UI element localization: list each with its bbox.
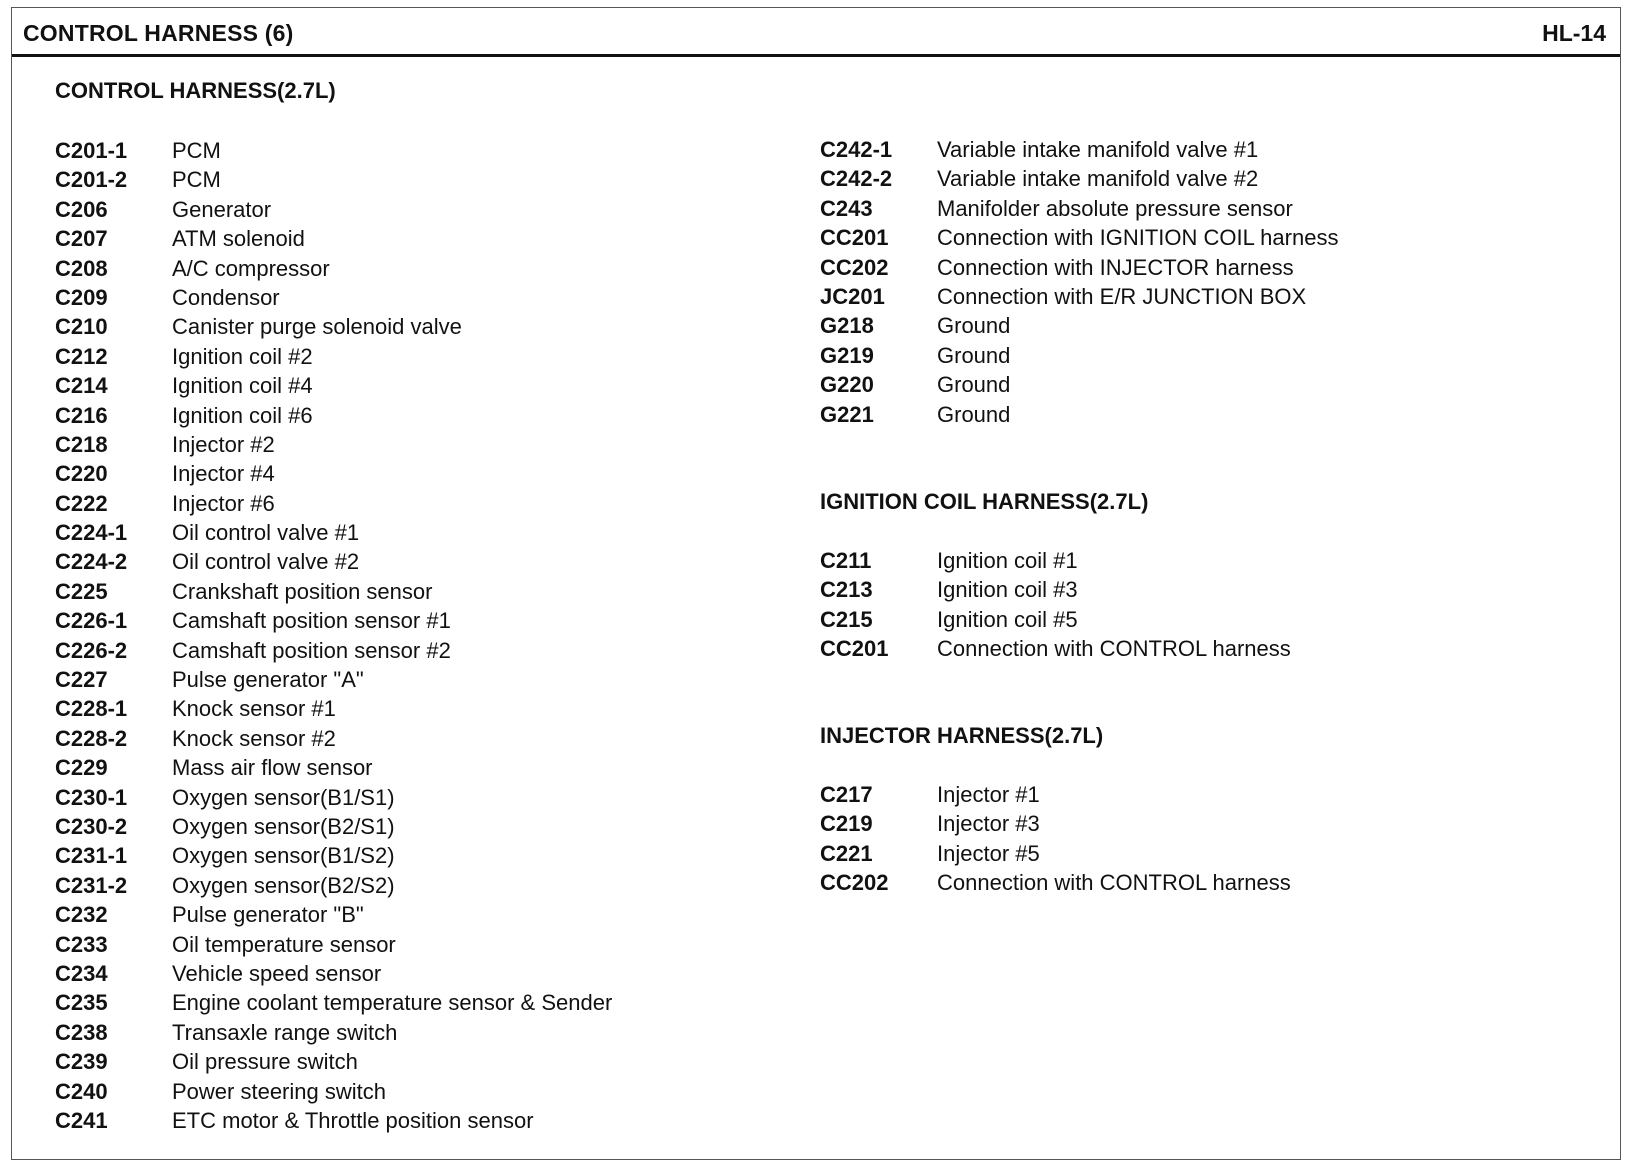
connector-description: Oil control valve #1: [172, 520, 360, 546]
connector-description: Oxygen sensor(B2/S2): [172, 872, 395, 898]
connector-row: [820, 164, 1338, 193]
connector-code: C231-1: [55, 843, 128, 869]
connector-row: [55, 283, 612, 312]
connector-row: [820, 634, 1291, 663]
connector-description: Oil temperature sensor: [172, 931, 396, 957]
page-header: [12, 8, 1620, 57]
connector-row: [55, 136, 612, 165]
connector-description: Ignition coil #6: [172, 402, 313, 428]
injector-harness-list: [820, 780, 1291, 898]
connector-code: C230-1: [55, 784, 128, 810]
connector-row: [55, 694, 612, 723]
connector-code: CC201: [820, 636, 889, 662]
connector-description: Oil control valve #2: [172, 549, 360, 575]
connector-description: Oil pressure switch: [172, 1049, 358, 1075]
connector-description: Manifolder absolute pressure sensor: [937, 195, 1293, 221]
connector-row: [55, 489, 612, 518]
connector-description: Ignition coil #3: [937, 577, 1078, 603]
connector-description: PCM: [172, 167, 221, 193]
connector-description: Connection with INJECTOR harness: [937, 254, 1294, 280]
connector-code: C212: [55, 343, 108, 369]
connector-row: [55, 342, 612, 371]
connector-code: C242-1: [820, 137, 893, 162]
connector-code: G221: [820, 401, 874, 427]
connector-code: C241: [55, 1107, 108, 1133]
connector-row: [55, 254, 612, 283]
connector-code: CC202: [820, 870, 889, 896]
connector-code: C220: [55, 461, 108, 487]
connector-description: Injector #2: [172, 431, 275, 457]
connector-description: Injector #3: [937, 811, 1040, 837]
connector-description: Oxygen sensor(B1/S1): [172, 784, 395, 810]
connector-description: Ground: [937, 401, 1011, 427]
connector-description: Generator: [172, 196, 272, 222]
connector-code: C234: [55, 960, 108, 986]
connector-row: [55, 812, 612, 841]
connector-description: Ground: [937, 342, 1011, 368]
connector-description: Pulse generator "B": [172, 902, 364, 928]
connector-code: C218: [55, 431, 108, 457]
connector-code: C224-1: [55, 520, 128, 546]
connector-description: Knock sensor #2: [172, 725, 336, 751]
injector-harness-title: INJECTOR HARNESS(2.7L): [820, 723, 1104, 748]
connector-row: [55, 606, 612, 635]
connector-row: [820, 341, 1338, 370]
connector-code: C226-2: [55, 637, 128, 663]
connector-code: C221: [820, 840, 873, 866]
connector-description: Ignition coil #5: [937, 606, 1078, 632]
connector-row: [820, 194, 1338, 223]
connector-description: Mass air flow sensor: [172, 755, 373, 781]
connector-code: C219: [820, 811, 873, 837]
connector-description: A/C compressor: [172, 255, 330, 281]
connector-row: [55, 841, 612, 870]
connector-description: Connection with E/R JUNCTION BOX: [937, 283, 1307, 309]
connector-code: C240: [55, 1078, 108, 1104]
connector-description: Connection with CONTROL harness: [937, 636, 1291, 662]
connector-code: C217: [820, 782, 873, 807]
connector-description: Ground: [937, 313, 1011, 339]
connector-description: Variable intake manifold valve #2: [937, 166, 1259, 192]
connector-row: [55, 930, 612, 959]
connector-description: ATM solenoid: [172, 226, 305, 252]
connector-code: JC201: [820, 283, 885, 309]
ignition-coil-harness-title: IGNITION COIL HARNESS(2.7L): [820, 489, 1149, 514]
connector-code: G220: [820, 372, 874, 398]
connector-description: Variable intake manifold valve #1: [937, 137, 1259, 162]
connector-row: [820, 575, 1291, 604]
connector-row: [820, 311, 1338, 340]
connector-code: C232: [55, 902, 108, 928]
connector-row: [55, 1077, 612, 1106]
connector-code: C228-2: [55, 725, 128, 751]
connector-code: C208: [55, 255, 108, 281]
connector-code: C233: [55, 931, 108, 957]
connector-row: [820, 282, 1338, 311]
connector-description: Condensor: [172, 284, 280, 310]
page-number: HL-14: [1542, 20, 1606, 46]
ignition-coil-harness-list: [820, 546, 1291, 664]
connector-code: C213: [820, 577, 873, 603]
connector-code: C222: [55, 490, 108, 516]
connector-code: C235: [55, 990, 108, 1016]
connector-row: [55, 871, 612, 900]
connector-code: C225: [55, 578, 108, 604]
connector-description: Injector #4: [172, 461, 275, 487]
connector-description: Connection with IGNITION COIL harness: [937, 225, 1339, 251]
connector-code: C224-2: [55, 549, 128, 575]
connector-description: Injector #1: [937, 782, 1040, 807]
connector-description: Oxygen sensor(B2/S1): [172, 813, 395, 839]
connector-code: C238: [55, 1019, 108, 1045]
connector-row: [55, 165, 612, 194]
connector-row: [820, 135, 1338, 164]
connector-description: Camshaft position sensor #2: [172, 637, 451, 663]
connector-row: [820, 370, 1338, 399]
connector-description: Ignition coil #1: [937, 548, 1078, 573]
connector-description: Oxygen sensor(B1/S2): [172, 843, 395, 869]
connector-row: [55, 195, 612, 224]
connector-row: [55, 1047, 612, 1076]
connector-code: C201-1: [55, 138, 128, 163]
control-harness-list-continued: [820, 135, 1338, 429]
connector-description: Connection with CONTROL harness: [937, 870, 1291, 896]
connector-description: PCM: [172, 138, 221, 163]
connector-code: C242-2: [820, 166, 893, 192]
connector-row: [820, 400, 1338, 429]
connector-description: Engine coolant temperature sensor & Sender: [172, 990, 613, 1016]
connector-row: [55, 753, 612, 782]
control-harness-title: CONTROL HARNESS(2.7L): [55, 78, 336, 103]
connector-row: [55, 783, 612, 812]
connector-code: C207: [55, 226, 108, 252]
connector-row: [55, 312, 612, 341]
connector-row: [55, 1106, 612, 1135]
control-harness-list: [55, 136, 612, 1135]
connector-description: Crankshaft position sensor: [172, 578, 433, 604]
connector-description: Camshaft position sensor #1: [172, 608, 451, 634]
connector-description: Knock sensor #1: [172, 696, 336, 722]
connector-code: C228-1: [55, 696, 128, 722]
connector-row: [55, 724, 612, 753]
connector-code: G219: [820, 342, 874, 368]
connector-row: [820, 809, 1291, 838]
connector-code: C227: [55, 667, 108, 693]
connector-description: Injector #6: [172, 490, 275, 516]
connector-row: [820, 223, 1338, 252]
connector-code: C210: [55, 314, 108, 340]
connector-row: [55, 547, 612, 576]
connector-code: C216: [55, 402, 108, 428]
connector-row: [55, 459, 612, 488]
connector-row: [820, 839, 1291, 868]
connector-description: ETC motor & Throttle position sensor: [172, 1107, 534, 1133]
connector-row: [55, 371, 612, 400]
connector-description: Transaxle range switch: [172, 1019, 398, 1045]
connector-description: Canister purge solenoid valve: [172, 314, 462, 340]
connector-code: C206: [55, 196, 108, 222]
connector-code: C243: [820, 195, 873, 221]
connector-row: [55, 900, 612, 929]
connector-code: C226-1: [55, 608, 128, 634]
page-title: CONTROL HARNESS (6): [23, 20, 294, 46]
connector-row: [55, 636, 612, 665]
connector-code: C239: [55, 1049, 108, 1075]
connector-code: C231-2: [55, 872, 128, 898]
connector-description: Injector #5: [937, 840, 1040, 866]
connector-description: Ground: [937, 372, 1011, 398]
connector-row: [820, 253, 1338, 282]
connector-row: [55, 401, 612, 430]
connector-code: C215: [820, 606, 873, 632]
connector-row: [55, 665, 612, 694]
connector-description: Ignition coil #4: [172, 373, 313, 399]
connector-row: [55, 224, 612, 253]
connector-row: [55, 1018, 612, 1047]
connector-description: Ignition coil #2: [172, 343, 313, 369]
connector-description: Power steering switch: [172, 1078, 386, 1104]
connector-row: [55, 430, 612, 459]
connector-row: [820, 546, 1291, 575]
connector-description: Vehicle speed sensor: [172, 960, 382, 986]
connector-code: CC202: [820, 254, 889, 280]
connector-code: C211: [820, 548, 872, 573]
connector-code: C230-2: [55, 813, 128, 839]
connector-row: [820, 605, 1291, 634]
connector-code: C229: [55, 755, 108, 781]
connector-row: [820, 780, 1291, 809]
connector-code: CC201: [820, 225, 889, 251]
connector-row: [820, 868, 1291, 897]
connector-code: C201-2: [55, 167, 128, 193]
connector-code: C209: [55, 284, 108, 310]
connector-row: [55, 959, 612, 988]
connector-description: Pulse generator "A": [172, 667, 364, 693]
connector-row: [55, 518, 612, 547]
connector-code: C214: [55, 373, 108, 399]
connector-row: [55, 577, 612, 606]
connector-code: G218: [820, 313, 874, 339]
connector-row: [55, 988, 612, 1017]
